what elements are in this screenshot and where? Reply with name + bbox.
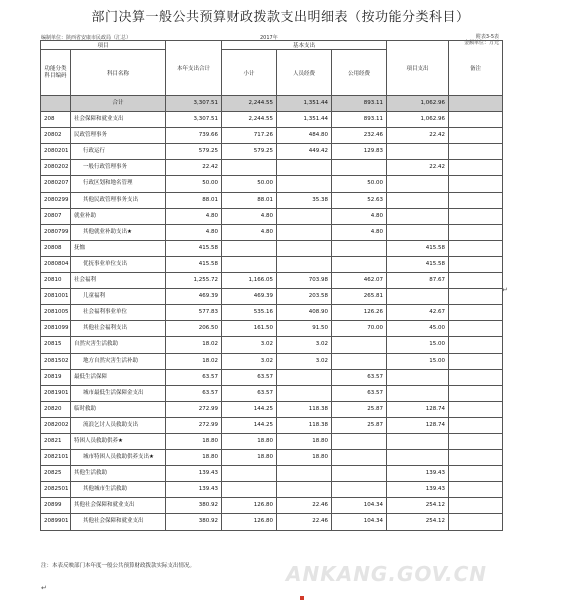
cell-code: 2081901 (41, 385, 71, 401)
cell-total: 579.25 (166, 144, 222, 160)
cell-public: 4.80 (332, 224, 387, 240)
cell-total: 18.02 (166, 353, 222, 369)
return-mark-icon: ↵ (41, 584, 47, 592)
cursor-marker (300, 596, 304, 600)
cell-personnel (277, 160, 332, 176)
cell-total: 1,255.72 (166, 273, 222, 289)
cell-project: 87.67 (387, 273, 449, 289)
cell-project (387, 385, 449, 401)
cell-personnel (277, 385, 332, 401)
cell-subtotal: 3.02 (222, 337, 277, 353)
cell-subtotal: 4.80 (222, 224, 277, 240)
cell-remark (449, 240, 503, 256)
cell-project (387, 450, 449, 466)
cell-subtotal: 63.57 (222, 385, 277, 401)
cell-name: 优抚事业单位支出 (71, 256, 166, 272)
cell-code: 2081099 (41, 321, 71, 337)
cell-subtotal: 1,166.05 (222, 273, 277, 289)
header-remark: 备注 (449, 41, 503, 96)
cell-personnel: 703.98 (277, 273, 332, 289)
table-row (41, 208, 503, 224)
cell-public (332, 240, 387, 256)
cell-public (332, 466, 387, 482)
table-row (41, 128, 503, 144)
cell-subtotal: 3.02 (222, 353, 277, 369)
cell-remark (449, 401, 503, 417)
cell-personnel: 18.80 (277, 433, 332, 449)
cell-name: 城市特困人员救助供养支出★ (71, 450, 166, 466)
cell-public: 893.11 (332, 112, 387, 128)
cell-total: 63.57 (166, 369, 222, 385)
header-code: 功能分类科目编码 (41, 50, 71, 96)
cell-remark (449, 273, 503, 289)
cell-remark (449, 369, 503, 385)
cell-public: 126.26 (332, 305, 387, 321)
cell-total: 3,307.51 (166, 96, 222, 112)
cell-total: 18.80 (166, 450, 222, 466)
cell-code: 2080202 (41, 160, 71, 176)
cell-code: 20819 (41, 369, 71, 385)
cell-personnel: 91.50 (277, 321, 332, 337)
cell-total: 577.83 (166, 305, 222, 321)
cell-project: 128.74 (387, 417, 449, 433)
cell-personnel (277, 240, 332, 256)
cell-name: 行政区划和地名管理 (71, 176, 166, 192)
cell-public: 129.83 (332, 144, 387, 160)
cell-project (387, 192, 449, 208)
cell-subtotal: 18.80 (222, 433, 277, 449)
table-body (41, 96, 503, 531)
cell-total: 63.57 (166, 385, 222, 401)
cell-project: 15.00 (387, 353, 449, 369)
cell-personnel: 22.46 (277, 498, 332, 514)
cell-public: 462.07 (332, 273, 387, 289)
cell-remark (449, 305, 503, 321)
cell-project: 22.42 (387, 160, 449, 176)
cell-subtotal: 2,244.55 (222, 96, 277, 112)
cell-total: 380.92 (166, 498, 222, 514)
cell-project (387, 289, 449, 305)
cell-code: 2080299 (41, 192, 71, 208)
table-row (41, 417, 503, 433)
cell-code: 2081502 (41, 353, 71, 369)
cell-total: 206.50 (166, 321, 222, 337)
cell-name: 社会福利 (71, 273, 166, 289)
table-row (41, 176, 503, 192)
cell-name: 抚恤 (71, 240, 166, 256)
cell-remark (449, 433, 503, 449)
header-project: 项目支出 (387, 41, 449, 96)
cell-public: 232.46 (332, 128, 387, 144)
cell-total: 4.80 (166, 224, 222, 240)
cell-name: 其他民政管理事务支出 (71, 192, 166, 208)
cell-public: 50.00 (332, 176, 387, 192)
cell-name: 其他社会福利支出 (71, 321, 166, 337)
cell-remark (449, 417, 503, 433)
table-row (41, 224, 503, 240)
cell-remark (449, 256, 503, 272)
cell-total: 469.39 (166, 289, 222, 305)
cell-remark (449, 208, 503, 224)
cell-personnel (277, 466, 332, 482)
cell-public: 4.80 (332, 208, 387, 224)
cell-total: 3,307.51 (166, 112, 222, 128)
cell-project: 1,062.96 (387, 96, 449, 112)
cell-name: 其他城市生活救助 (71, 482, 166, 498)
cell-project: 128.74 (387, 401, 449, 417)
cell-public (332, 353, 387, 369)
cell-code: 2080804 (41, 256, 71, 272)
cell-personnel: 3.02 (277, 353, 332, 369)
cell-public: 893.11 (332, 96, 387, 112)
cell-subtotal: 144.25 (222, 417, 277, 433)
cell-subtotal: 717.26 (222, 128, 277, 144)
cell-personnel (277, 208, 332, 224)
cell-project: 254.12 (387, 514, 449, 530)
watermark: ANKANG.GOV.CN (286, 562, 488, 586)
table-row (41, 256, 503, 272)
cell-name: 其他生活救助 (71, 466, 166, 482)
cell-code: 20810 (41, 273, 71, 289)
cell-total: 22.42 (166, 160, 222, 176)
table-row (41, 160, 503, 176)
cell-project: 42.67 (387, 305, 449, 321)
cell-remark (449, 176, 503, 192)
table-row (41, 112, 503, 128)
cell-subtotal: 4.80 (222, 208, 277, 224)
cell-name: 就业补助 (71, 208, 166, 224)
header-item: 项目 (41, 41, 166, 50)
cell-name: 一般行政管理事务 (71, 160, 166, 176)
cell-subtotal: 469.39 (222, 289, 277, 305)
cell-project: 1,062.96 (387, 112, 449, 128)
cell-public: 25.87 (332, 417, 387, 433)
header-total: 本年支出合计 (166, 41, 222, 96)
cell-public (332, 160, 387, 176)
table-row (41, 289, 503, 305)
cell-subtotal (222, 160, 277, 176)
table-row (41, 240, 503, 256)
cell-code: 2082002 (41, 417, 71, 433)
cell-personnel: 118.38 (277, 417, 332, 433)
cell-subtotal: 579.25 (222, 144, 277, 160)
cell-remark (449, 96, 503, 112)
cell-public (332, 433, 387, 449)
unit-label: 编制单位：陕西省安康市民政局（汇总） (41, 35, 132, 41)
cell-name: 社会福利事业单位 (71, 305, 166, 321)
table-row (41, 369, 503, 385)
cell-remark (449, 160, 503, 176)
cell-name: 自然灾害生活救助 (71, 337, 166, 353)
cell-total: 139.43 (166, 466, 222, 482)
cell-public: 70.00 (332, 321, 387, 337)
cell-remark (449, 144, 503, 160)
cell-personnel: 203.58 (277, 289, 332, 305)
cell-code: 2081005 (41, 305, 71, 321)
cell-project: 45.00 (387, 321, 449, 337)
cell-personnel: 35.38 (277, 192, 332, 208)
cell-name: 其他社会保障和就业支出 (71, 498, 166, 514)
cell-public: 104.34 (332, 498, 387, 514)
currency-unit: 金额单位：万元 (463, 40, 499, 46)
cell-name: 其他就业补助支出★ (71, 224, 166, 240)
cell-project (387, 433, 449, 449)
cell-personnel: 18.80 (277, 450, 332, 466)
cell-project: 22.42 (387, 128, 449, 144)
cell-name: 社会保障和就业支出 (71, 112, 166, 128)
cell-code: 2082101 (41, 450, 71, 466)
table-row (41, 498, 503, 514)
cell-code: 20821 (41, 433, 71, 449)
cell-subtotal: 2,244.55 (222, 112, 277, 128)
cell-name: 最低生活保障 (71, 369, 166, 385)
header-name: 科目名称 (71, 50, 166, 96)
cell-remark (449, 482, 503, 498)
cell-total: 739.66 (166, 128, 222, 144)
cell-total: 139.43 (166, 482, 222, 498)
cell-total: 272.99 (166, 401, 222, 417)
table-row (41, 466, 503, 482)
cell-remark (449, 112, 503, 128)
cell-code: 2081001 (41, 289, 71, 305)
table-row (41, 273, 503, 289)
cell-public (332, 482, 387, 498)
cell-subtotal: 50.00 (222, 176, 277, 192)
cell-remark (449, 321, 503, 337)
cell-public: 25.87 (332, 401, 387, 417)
table-row (41, 353, 503, 369)
cell-code: 2089901 (41, 514, 71, 530)
header-subtotal: 小计 (222, 50, 277, 96)
cell-personnel: 408.90 (277, 305, 332, 321)
cell-code: 2082501 (41, 482, 71, 498)
cell-total: 415.58 (166, 256, 222, 272)
cell-project: 415.58 (387, 256, 449, 272)
cell-name: 民政管理事务 (71, 128, 166, 144)
cell-remark (449, 466, 503, 482)
cell-subtotal (222, 256, 277, 272)
cell-subtotal (222, 482, 277, 498)
table-row (41, 482, 503, 498)
cell-subtotal: 161.50 (222, 321, 277, 337)
return-mark-icon: ↵ (502, 286, 508, 294)
cell-code: 2080207 (41, 176, 71, 192)
cell-code (41, 96, 71, 112)
header-basic: 基本支出 (222, 41, 387, 50)
cell-name: 行政运行 (71, 144, 166, 160)
cell-public: 63.57 (332, 369, 387, 385)
cell-personnel: 22.46 (277, 514, 332, 530)
cell-code: 20802 (41, 128, 71, 144)
table-row (41, 305, 503, 321)
cell-code: 208 (41, 112, 71, 128)
cell-total: 4.80 (166, 208, 222, 224)
cell-total: 380.92 (166, 514, 222, 530)
footnote: 注：本表反映部门本年度一般公共预算财政拨款实际支出情况。 (41, 563, 196, 569)
table-row (41, 385, 503, 401)
cell-code: 20808 (41, 240, 71, 256)
cell-name: 其他社会保障和就业支出 (71, 514, 166, 530)
table-row (41, 514, 503, 530)
cell-personnel: 1,351.44 (277, 96, 332, 112)
table-row (41, 321, 503, 337)
cell-subtotal: 126.80 (222, 498, 277, 514)
cell-personnel: 1,351.44 (277, 112, 332, 128)
table-row (41, 96, 503, 112)
cell-code: 20815 (41, 337, 71, 353)
page-title: 部门决算一般公共预算财政拨款支出明细表（按功能分类科目） (91, 10, 470, 25)
cell-code: 2080201 (41, 144, 71, 160)
cell-name: 特困人员救助供养★ (71, 433, 166, 449)
cell-remark (449, 498, 503, 514)
cell-personnel: 3.02 (277, 337, 332, 353)
table-row (41, 401, 503, 417)
cell-remark (449, 514, 503, 530)
cell-subtotal: 18.80 (222, 450, 277, 466)
cell-subtotal: 63.57 (222, 369, 277, 385)
cell-public: 52.63 (332, 192, 387, 208)
cell-remark (449, 353, 503, 369)
cell-name: 流浪乞讨人员救助支出 (71, 417, 166, 433)
cell-total: 415.58 (166, 240, 222, 256)
cell-subtotal (222, 466, 277, 482)
cell-remark (449, 192, 503, 208)
cell-subtotal (222, 240, 277, 256)
cell-project (387, 369, 449, 385)
cell-subtotal: 126.80 (222, 514, 277, 530)
table-row (41, 433, 503, 449)
cell-personnel (277, 224, 332, 240)
cell-public (332, 450, 387, 466)
cell-personnel (277, 256, 332, 272)
cell-remark (449, 385, 503, 401)
cell-code: 2080799 (41, 224, 71, 240)
cell-total: 18.80 (166, 433, 222, 449)
cell-personnel (277, 369, 332, 385)
cell-total: 272.99 (166, 417, 222, 433)
expenditure-table (40, 40, 503, 531)
cell-code: 20825 (41, 466, 71, 482)
cell-project (387, 224, 449, 240)
cell-project (387, 208, 449, 224)
cell-total: 50.00 (166, 176, 222, 192)
cell-personnel (277, 482, 332, 498)
cell-project (387, 144, 449, 160)
cell-remark (449, 450, 503, 466)
cell-name: 合计 (71, 96, 166, 112)
cell-subtotal: 535.16 (222, 305, 277, 321)
cell-code: 20899 (41, 498, 71, 514)
cell-project: 254.12 (387, 498, 449, 514)
cell-public (332, 256, 387, 272)
cell-project: 415.58 (387, 240, 449, 256)
cell-name: 临时救助 (71, 401, 166, 417)
cell-total: 18.02 (166, 337, 222, 353)
cell-remark (449, 337, 503, 353)
cell-project (387, 176, 449, 192)
cell-project: 139.43 (387, 482, 449, 498)
cell-code: 20807 (41, 208, 71, 224)
cell-subtotal: 144.25 (222, 401, 277, 417)
cell-public: 104.34 (332, 514, 387, 530)
cell-project: 139.43 (387, 466, 449, 482)
table-row (41, 192, 503, 208)
year-label: 2017年 (260, 35, 278, 41)
cell-remark (449, 289, 503, 305)
cell-project: 15.00 (387, 337, 449, 353)
cell-code: 20820 (41, 401, 71, 417)
cell-name: 地方自然灾害生活补助 (71, 353, 166, 369)
header-personnel: 人员经费 (277, 50, 332, 96)
cell-personnel (277, 176, 332, 192)
cell-total: 88.01 (166, 192, 222, 208)
table-row (41, 144, 503, 160)
cell-personnel: 484.80 (277, 128, 332, 144)
cell-public: 265.81 (332, 289, 387, 305)
cell-name: 儿童福利 (71, 289, 166, 305)
table-row (41, 337, 503, 353)
cell-personnel: 118.38 (277, 401, 332, 417)
cell-remark (449, 224, 503, 240)
table-row (41, 450, 503, 466)
cell-name: 城市最低生活保障金支出 (71, 385, 166, 401)
cell-public (332, 337, 387, 353)
cell-public: 63.57 (332, 385, 387, 401)
header-public: 公用经费 (332, 50, 387, 96)
cell-subtotal: 88.01 (222, 192, 277, 208)
table-number: 附表3-5表 (475, 34, 499, 40)
cell-remark (449, 128, 503, 144)
cell-personnel: 449.42 (277, 144, 332, 160)
